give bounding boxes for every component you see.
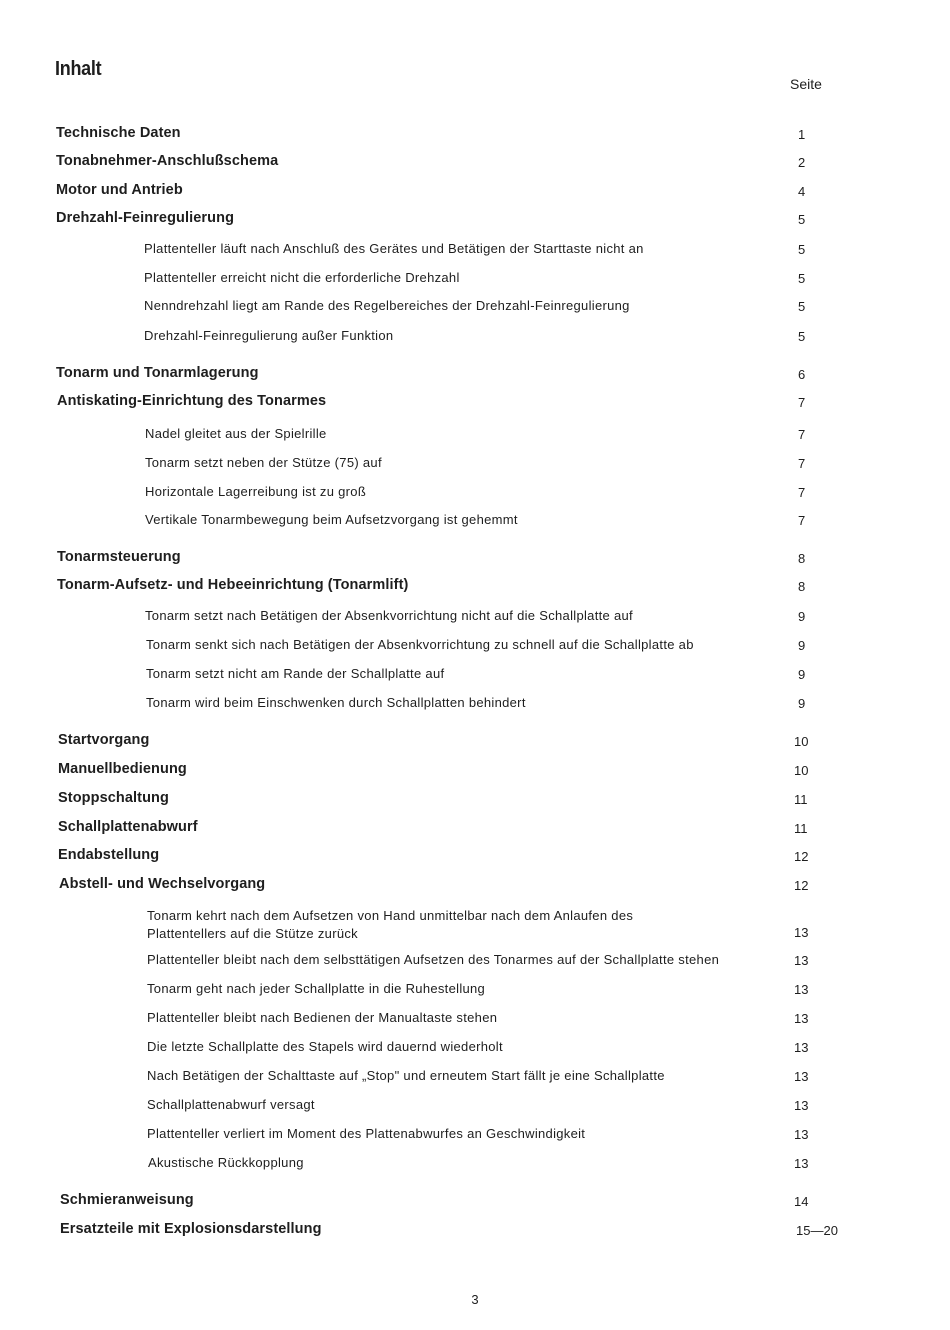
toc-entry-page: 13 xyxy=(794,925,809,940)
toc-entry-label: Nadel gleitet aus der Spielrille xyxy=(145,426,327,441)
toc-entry-page: 7 xyxy=(798,427,806,442)
toc-entry-label: Tonarm und Tonarmlagerung xyxy=(56,365,259,381)
toc-entry-label: Plattenteller läuft nach Anschluß des Gerätes und Betätigen der Starttaste nicht an xyxy=(144,241,644,256)
toc-entry-page: 5 xyxy=(798,212,806,227)
toc-entry-label: Antiskating-Einrichtung des Tonarmes xyxy=(57,393,327,409)
toc-entry-page: 9 xyxy=(798,667,806,682)
toc-entry-page: 7 xyxy=(798,395,806,410)
toc-entry-label: Motor und Antrieb xyxy=(56,182,183,198)
toc-entry-page: 11 xyxy=(794,821,808,836)
toc-entry-page: 4 xyxy=(798,184,806,199)
toc-entry-label: Nenndrehzahl liegt am Rande des Regelbereiches der Drehzahl-Feinregulierung xyxy=(144,298,630,313)
toc-entry-page: 5 xyxy=(798,329,806,344)
toc-entry-label: Abstell- und Wechselvorgang xyxy=(59,876,266,892)
toc-entry-label: Drehzahl-Feinregulierung außer Funktion xyxy=(144,328,394,343)
toc-entry-label: Nach Betätigen der Schalttaste auf „Stop" und erneutem Start fällt je eine Schallplatte xyxy=(147,1068,665,1083)
toc-entry-page: 14 xyxy=(794,1194,809,1209)
toc-entry-page: 13 xyxy=(794,1011,809,1026)
toc-entry-page: 13 xyxy=(794,1040,809,1055)
toc-entry-page: 7 xyxy=(798,513,806,528)
toc-entry-label: Tonarm-Aufsetz- und Hebeeinrichtung (Tonarmlift) xyxy=(57,577,409,593)
page-number: 3 xyxy=(471,1292,479,1307)
page-column-header: Seite xyxy=(790,76,822,92)
toc-entry-label: Tonarm senkt sich nach Betätigen der Absenkvorrichtung zu schnell auf die Schallplatte ab xyxy=(146,637,694,652)
toc-entry-label: Tonarm geht nach jeder Schallplatte in die Ruhestellung xyxy=(147,981,486,996)
toc-entry-label: Technische Daten xyxy=(56,125,181,141)
toc-entry-page: 13 xyxy=(794,1156,809,1171)
toc-entry-label: Schallplattenabwurf versagt xyxy=(147,1097,315,1112)
toc-entry-label: Die letzte Schallplatte des Stapels wird dauernd wiederholt xyxy=(147,1039,503,1054)
toc-entry-label: Plattenteller erreicht nicht die erforderliche Drehzahl xyxy=(144,270,460,285)
toc-entry-page: 10 xyxy=(794,734,809,749)
toc-entry-label: Schallplattenabwurf xyxy=(58,819,198,835)
toc-entry-page: 5 xyxy=(798,242,806,257)
toc-entry-page: 5 xyxy=(798,271,806,286)
toc-entry-label: Ersatzteile mit Explosionsdarstellung xyxy=(60,1221,322,1237)
toc-entry-label: Schmieranweisung xyxy=(60,1192,194,1208)
toc-entry-page: 13 xyxy=(794,982,809,997)
toc-entry-label: Tonarm wird beim Einschwenken durch Schallplatten behindert xyxy=(146,695,526,710)
toc-entry-label: Akustische Rückkopplung xyxy=(148,1155,304,1170)
toc-entry-label: Tonabnehmer-Anschlußschema xyxy=(56,153,279,169)
toc-entry-label: Stoppschaltung xyxy=(58,790,169,806)
toc-entry-label: Plattenteller verliert im Moment des Plattenabwurfes an Geschwindigkeit xyxy=(147,1126,586,1141)
toc-entry-page: 9 xyxy=(798,696,806,711)
toc-entry-page: 5 xyxy=(798,299,806,314)
toc-entry-page: 13 xyxy=(794,1127,809,1142)
toc-entry-page: 9 xyxy=(798,609,806,624)
toc-entry-page: 13 xyxy=(794,953,809,968)
toc-entry-page: 13 xyxy=(794,1098,809,1113)
toc-entry-page: 6 xyxy=(798,367,806,382)
toc-entry-page: 13 xyxy=(794,1069,809,1084)
toc-entry-page: 9 xyxy=(798,638,806,653)
toc-entry-page: 7 xyxy=(798,456,806,471)
toc-entry-page: 15—20 xyxy=(796,1223,838,1238)
toc-entry-page: 2 xyxy=(798,155,806,170)
toc-entry-label: Endabstellung xyxy=(58,847,160,863)
toc-entry-label: Tonarm setzt nicht am Rande der Schallplatte auf xyxy=(146,666,445,681)
toc-entry-label: Startvorgang xyxy=(58,732,150,748)
toc-entry-label: Tonarmsteuerung xyxy=(57,549,181,565)
page-title: Inhalt xyxy=(55,58,102,80)
toc-entry-label: Tonarm kehrt nach dem Aufsetzen von Hand unmittelbar nach dem Anlaufen des Plattentellers auf die Stütze zurück xyxy=(147,908,634,941)
toc-entry-label: Drehzahl-Feinregulierung xyxy=(56,210,235,226)
toc-entry-label: Tonarm setzt neben der Stütze (75) auf xyxy=(145,455,382,470)
toc-entry-page: 8 xyxy=(798,551,806,566)
toc-entry-page: 8 xyxy=(798,579,806,594)
toc-entry-label: Horizontale Lagerreibung ist zu groß xyxy=(145,484,367,499)
toc-entry-label: Plattenteller bleibt nach dem selbsttätigen Aufsetzen des Tonarmes auf der Schallplatte stehen xyxy=(147,952,720,967)
toc-entry-page: 12 xyxy=(794,849,809,864)
toc-entry-page: 11 xyxy=(794,792,808,807)
toc-entry-label: Vertikale Tonarmbewegung beim Aufsetzvorgang ist gehemmt xyxy=(145,512,518,527)
toc-entry-page: 12 xyxy=(794,878,809,893)
toc-entry-label: Manuellbedienung xyxy=(58,761,187,777)
toc-entry-label: Plattenteller bleibt nach Bedienen der Manualtaste stehen xyxy=(147,1010,498,1025)
toc-entry-page: 7 xyxy=(798,485,806,500)
toc-entry-page: 10 xyxy=(794,763,809,778)
toc-entry-page: 1 xyxy=(798,127,806,142)
toc-entry-label: Tonarm setzt nach Betätigen der Absenkvorrichtung nicht auf die Schallplatte auf xyxy=(145,608,633,623)
